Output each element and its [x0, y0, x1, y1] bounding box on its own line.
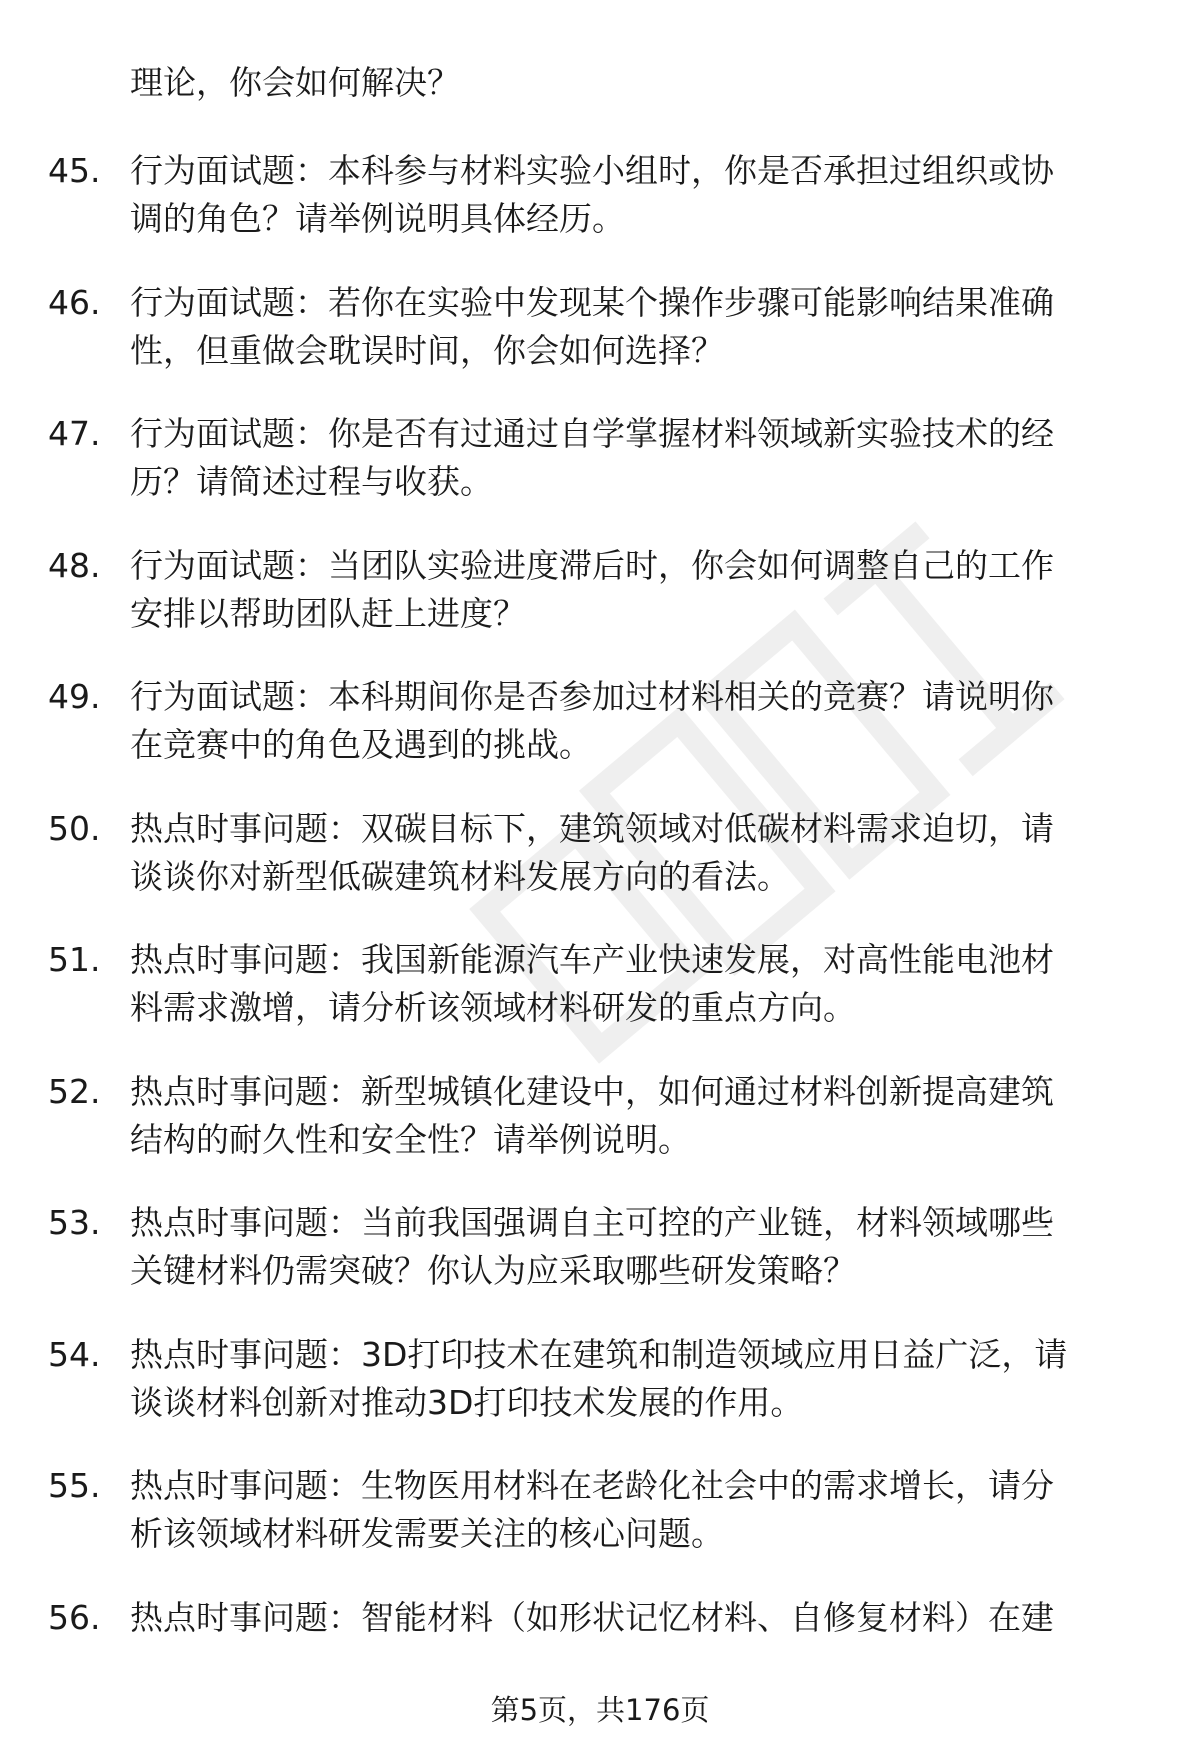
question-number: 49. [48, 677, 101, 716]
question-text-line: 调的角色？请举例说明具体经历。 [130, 199, 625, 238]
question-item [0, 1067, 1200, 1199]
continuation-text: 理论，你会如何解决？ [130, 63, 460, 102]
question-text-line: 行为面试题：本科期间你是否参加过材料相关的竞赛？请说明你 [130, 677, 1054, 716]
question-number: 52. [48, 1071, 101, 1111]
question-text-line: 热点时事问题：双碳目标下，建筑领域对低碳材料需求迫切，请 [130, 808, 1054, 848]
question-text-line: 料需求激增，请分析该领域材料研发的重点方向。 [130, 988, 856, 1027]
question-number: 47. [48, 414, 101, 453]
question-number: 46. [48, 282, 101, 322]
question-item [0, 278, 1200, 410]
question-item [0, 1330, 1200, 1462]
question-text-line: 历？请简述过程与收获。 [130, 462, 493, 501]
question-item [0, 1461, 1200, 1593]
question-text-line: 谈谈材料创新对推动3D打印技术发展的作用。 [130, 1382, 804, 1422]
question-list [0, 146, 1200, 1724]
question-text-line: 行为面试题：你是否有过通过自学掌握材料领域新实验技术的经 [130, 414, 1054, 453]
question-number: 50. [48, 808, 101, 848]
question-text-line: 热点时事问题：新型城镇化建设中，如何通过材料创新提高建筑 [130, 1071, 1054, 1111]
question-item [0, 541, 1200, 673]
question-text-line: 行为面试题：当团队实验进度滞后时，你会如何调整自己的工作 [130, 545, 1054, 585]
question-number: 48. [48, 545, 101, 585]
question-number: 55. [48, 1466, 101, 1505]
question-text-line: 热点时事问题：智能材料（如形状记忆材料、自修复材料）在建 [130, 1597, 1054, 1637]
question-item [0, 935, 1200, 1067]
question-text-line: 热点时事问题：生物医用材料在老龄化社会中的需求增长，请分 [130, 1466, 1054, 1505]
question-number: 53. [48, 1203, 101, 1242]
question-text-line: 行为面试题：若你在实验中发现某个操作步骤可能影响结果准确 [130, 282, 1054, 322]
question-text-line: 安排以帮助团队赶上进度？ [130, 593, 526, 633]
question-text-line: 热点时事问题：我国新能源汽车产业快速发展，对高性能电池材 [130, 940, 1054, 979]
question-number: 51. [48, 940, 101, 979]
question-number: 56. [48, 1597, 101, 1637]
question-text-line: 析该领域材料研发需要关注的核心问题。 [130, 1514, 724, 1553]
question-text-line: 热点时事问题：当前我国强调自主可控的产业链，材料领域哪些 [130, 1203, 1054, 1242]
question-number: 45. [48, 151, 101, 190]
question-item [0, 1198, 1200, 1330]
question-number: 54. [48, 1334, 101, 1374]
question-text-line: 结构的耐久性和安全性？请举例说明。 [130, 1119, 691, 1159]
question-item [0, 409, 1200, 541]
question-text-line: 行为面试题：本科参与材料实验小组时，你是否承担过组织或协 [130, 151, 1054, 190]
question-item [0, 672, 1200, 804]
question-text-line: 性，但重做会耽误时间，你会如何选择？ [130, 330, 724, 370]
question-text-line: 关键材料仍需突破？你认为应采取哪些研发策略？ [130, 1251, 856, 1290]
question-text-line: 谈谈你对新型低碳建筑材料发展方向的看法。 [130, 856, 790, 896]
question-item [0, 146, 1200, 278]
question-text-line: 在竞赛中的角色及遇到的挑战。 [130, 725, 592, 764]
question-item [0, 804, 1200, 936]
page-footer: 第5页，共176页 [490, 1693, 710, 1727]
question-text-line: 热点时事问题：3D打印技术在建筑和制造领域应用日益广泛，请 [130, 1334, 1068, 1374]
